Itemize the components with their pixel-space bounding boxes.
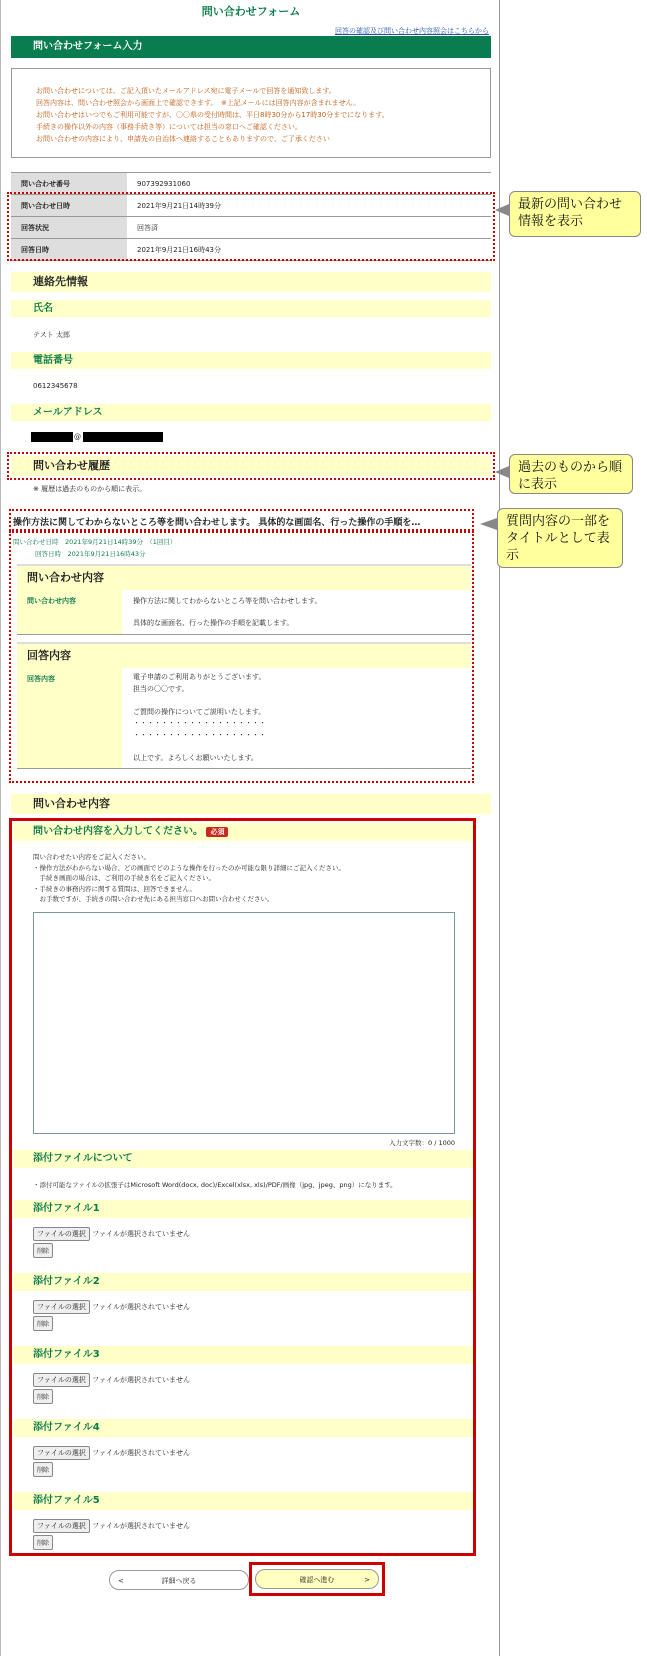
inquiry-lookup-link[interactable]: 回答の確認及び問い合わせ内容照会はこちらから	[335, 27, 489, 35]
name-value: テスト 太郎	[33, 331, 70, 339]
callout-title-pointer	[480, 518, 497, 530]
attach-file-5-input	[33, 1519, 190, 1533]
info-label: 問い合わせ番号	[11, 173, 127, 195]
highlight-item-title	[9, 509, 474, 531]
guide-line: お手数ですが、手続きの問い合わせ先にある担当窓口へお問い合わせください。	[33, 895, 274, 903]
info-value: 907392931060	[127, 173, 491, 195]
history-answer-head: 回答内容	[17, 642, 471, 668]
text-line: 操作方法に関してわからないところ等を問い合わせします。	[133, 597, 322, 605]
back-button[interactable]	[109, 1570, 249, 1590]
phone-label: 電話番号	[11, 352, 491, 369]
chevron-left-icon: <	[118, 1577, 124, 1585]
history-section-title: 問い合わせ履歴	[11, 456, 491, 476]
attach-file-2-input	[33, 1300, 190, 1314]
next-button[interactable]	[255, 1569, 379, 1589]
email-redacted-local	[31, 432, 73, 442]
notice-line: お問い合わせはいつでもご利用可能ですが、〇〇県の受付時間は、平日8時30分から17時30分までになります。	[36, 111, 389, 119]
notice-line: お問い合わせについては、ご記入頂いたメールアドレス宛に電子メールで回答を通知致します。	[36, 87, 336, 95]
callout-past-pointer	[495, 466, 509, 478]
name-label: 氏名	[11, 300, 491, 317]
text-line: ・・・・・・・・・・・・・・・・・・・	[133, 730, 266, 739]
delete-file-button[interactable]: 削除	[33, 1535, 53, 1550]
info-label: 回答状況	[11, 217, 127, 239]
attach-file-3-input	[33, 1373, 190, 1387]
text-line: ・・・・・・・・・・・・・・・・・・・	[133, 719, 266, 727]
delete-file-button[interactable]: 削除	[33, 1243, 53, 1258]
new-inquiry-section-title: 問い合わせ内容	[11, 794, 491, 814]
inquiry-textarea[interactable]	[33, 912, 455, 1134]
site-title: 問い合わせフォーム	[201, 5, 301, 18]
info-value: 2021年9月21日14時39分	[127, 195, 491, 217]
attach-file-1-label: 添付ファイル1	[13, 1200, 473, 1218]
choose-file-button[interactable]: ファイルの選択	[33, 1446, 90, 1460]
attach-file-2-label: 添付ファイル2	[13, 1273, 473, 1291]
file-status: ファイルが選択されていません	[92, 1230, 190, 1238]
contact-section-title: 連絡先情報	[11, 272, 491, 292]
attach-file-2-delete-wrap	[33, 1316, 53, 1331]
form-title: 問い合わせフォーム入力	[11, 36, 491, 58]
file-status: ファイルが選択されていません	[92, 1449, 190, 1457]
attach-file-4-delete-wrap	[33, 1462, 53, 1477]
text-line: 電子申請のご利用ありがとうございます。	[133, 673, 266, 681]
text-line: 担当の〇〇です。	[133, 684, 189, 693]
email-label: メールアドレス	[11, 404, 491, 421]
history-answer-text	[133, 672, 266, 764]
notice-line: 回答内容は、問い合わせ照会から画面上で確認できます。 ※上記メールには回答内容が含まれません。	[36, 99, 361, 107]
notice-line: 手続きの操作以外の内容（事務手続き等）については担当の窓口へご確認ください。	[36, 123, 302, 131]
text-line	[133, 607, 321, 618]
callout-title: 質問内容の一部をタイトルとして表示	[497, 508, 623, 568]
highlight-history	[7, 452, 495, 480]
attach-file-1-input	[33, 1227, 190, 1241]
attach-file-4-label: 添付ファイル4	[13, 1419, 473, 1437]
notice-line: お問い合わせの内容により、申請先の自治体へ連絡することもありますので、ご了承ください	[36, 135, 330, 143]
text-line: 具体的な画面名、行った操作の手順を記載します。	[133, 619, 294, 627]
guide-line: 問い合わせたい内容をご記入ください。	[33, 853, 150, 861]
text-line: 以上です。よろしくお願いいたします。	[133, 753, 258, 762]
phone-value: 0612345678	[33, 382, 78, 390]
delete-file-button[interactable]: 削除	[33, 1462, 53, 1477]
choose-file-button[interactable]: ファイルの選択	[33, 1227, 90, 1241]
history-answer-row	[17, 668, 471, 769]
history-answer-label: 回答内容	[17, 668, 122, 768]
attach-file-3-delete-wrap	[33, 1389, 53, 1404]
text-line: ご質問の操作についてご説明いたします。	[133, 707, 266, 716]
guide-line: 手続き画面の場合は、ご利用の手続き名をご記入ください。	[33, 874, 215, 882]
info-value: 回答済	[127, 217, 491, 239]
info-label: 回答日時	[11, 239, 127, 261]
choose-file-button[interactable]: ファイルの選択	[33, 1519, 90, 1533]
delete-file-button[interactable]: 削除	[33, 1389, 53, 1404]
next-button-label: 確認へ進む	[299, 1576, 335, 1584]
callout-latest-pointer	[495, 204, 509, 216]
text-line	[133, 695, 266, 707]
history-note: ※ 履歴は過去のものから順に表示。	[33, 485, 147, 493]
callout-past: 過去のものから順に表示	[509, 454, 633, 494]
notice-box	[11, 68, 491, 158]
file-status: ファイルが選択されていません	[92, 1376, 190, 1384]
file-status: ファイルが選択されていません	[92, 1522, 190, 1530]
back-button-label: 詳細へ戻る	[161, 1577, 197, 1585]
file-status: ファイルが選択されていません	[92, 1303, 190, 1311]
delete-file-button[interactable]: 削除	[33, 1316, 53, 1331]
highlight-latest-info	[7, 192, 495, 261]
attach-info-title: 添付ファイルについて	[13, 1150, 473, 1168]
input-title-bar	[13, 823, 473, 841]
history-inquiry-head: 問い合わせ内容	[17, 564, 471, 590]
attach-file-5-delete-wrap	[33, 1535, 53, 1550]
history-item-title[interactable]: 操作方法に関してわからないところ等を問い合わせします。 具体的な画面名、行った操作の手順を…	[13, 518, 421, 528]
char-count: 入力文字数：0 / 1000	[389, 1139, 455, 1147]
attach-file-3-label: 添付ファイル3	[13, 1346, 473, 1364]
history-inquiry-row	[17, 590, 471, 635]
guide-line: ・手続きの事務内容に関する質問は、回答できません。	[33, 884, 196, 893]
attach-file-5-label: 添付ファイル5	[13, 1492, 473, 1510]
required-badge: 必須	[206, 827, 228, 837]
choose-file-button[interactable]: ファイルの選択	[33, 1373, 90, 1387]
info-label: 問い合わせ日時	[11, 195, 127, 217]
attach-file-4-input	[33, 1446, 190, 1460]
history-inquiry-datetime: 問い合わせ日時 2021年9月21日14時39分 （1回目）	[13, 538, 177, 546]
history-answer-datetime: 回答日時 2021年9月21日16時43分	[35, 550, 146, 558]
chevron-right-icon: >	[364, 1576, 370, 1584]
attach-file-1-delete-wrap	[33, 1243, 53, 1258]
text-line	[133, 741, 266, 753]
history-inquiry-text	[133, 596, 321, 629]
attach-note: ・添付可能なファイルの拡張子はMicrosoft Word(docx, doc)/Excel(xlsx, xls)/PDF/画像（jpg、jpeg、png）になります。	[33, 1181, 397, 1189]
history-inquiry-label: 問い合わせ内容	[17, 590, 122, 634]
callout-latest: 最新の問い合わせ情報を表示	[509, 191, 641, 237]
info-value: 2021年9月21日16時43分	[127, 239, 491, 261]
email-redacted-domain	[83, 432, 163, 442]
input-guide	[33, 852, 345, 905]
input-title: 問い合わせ内容を入力してください。	[33, 826, 203, 837]
guide-line: ・操作方法がわからない場合、どの画面でどのような操作を行ったのか可能な限り詳細にご記入ください。	[33, 863, 345, 872]
choose-file-button[interactable]: ファイルの選択	[33, 1300, 90, 1314]
email-at: @	[74, 433, 81, 441]
